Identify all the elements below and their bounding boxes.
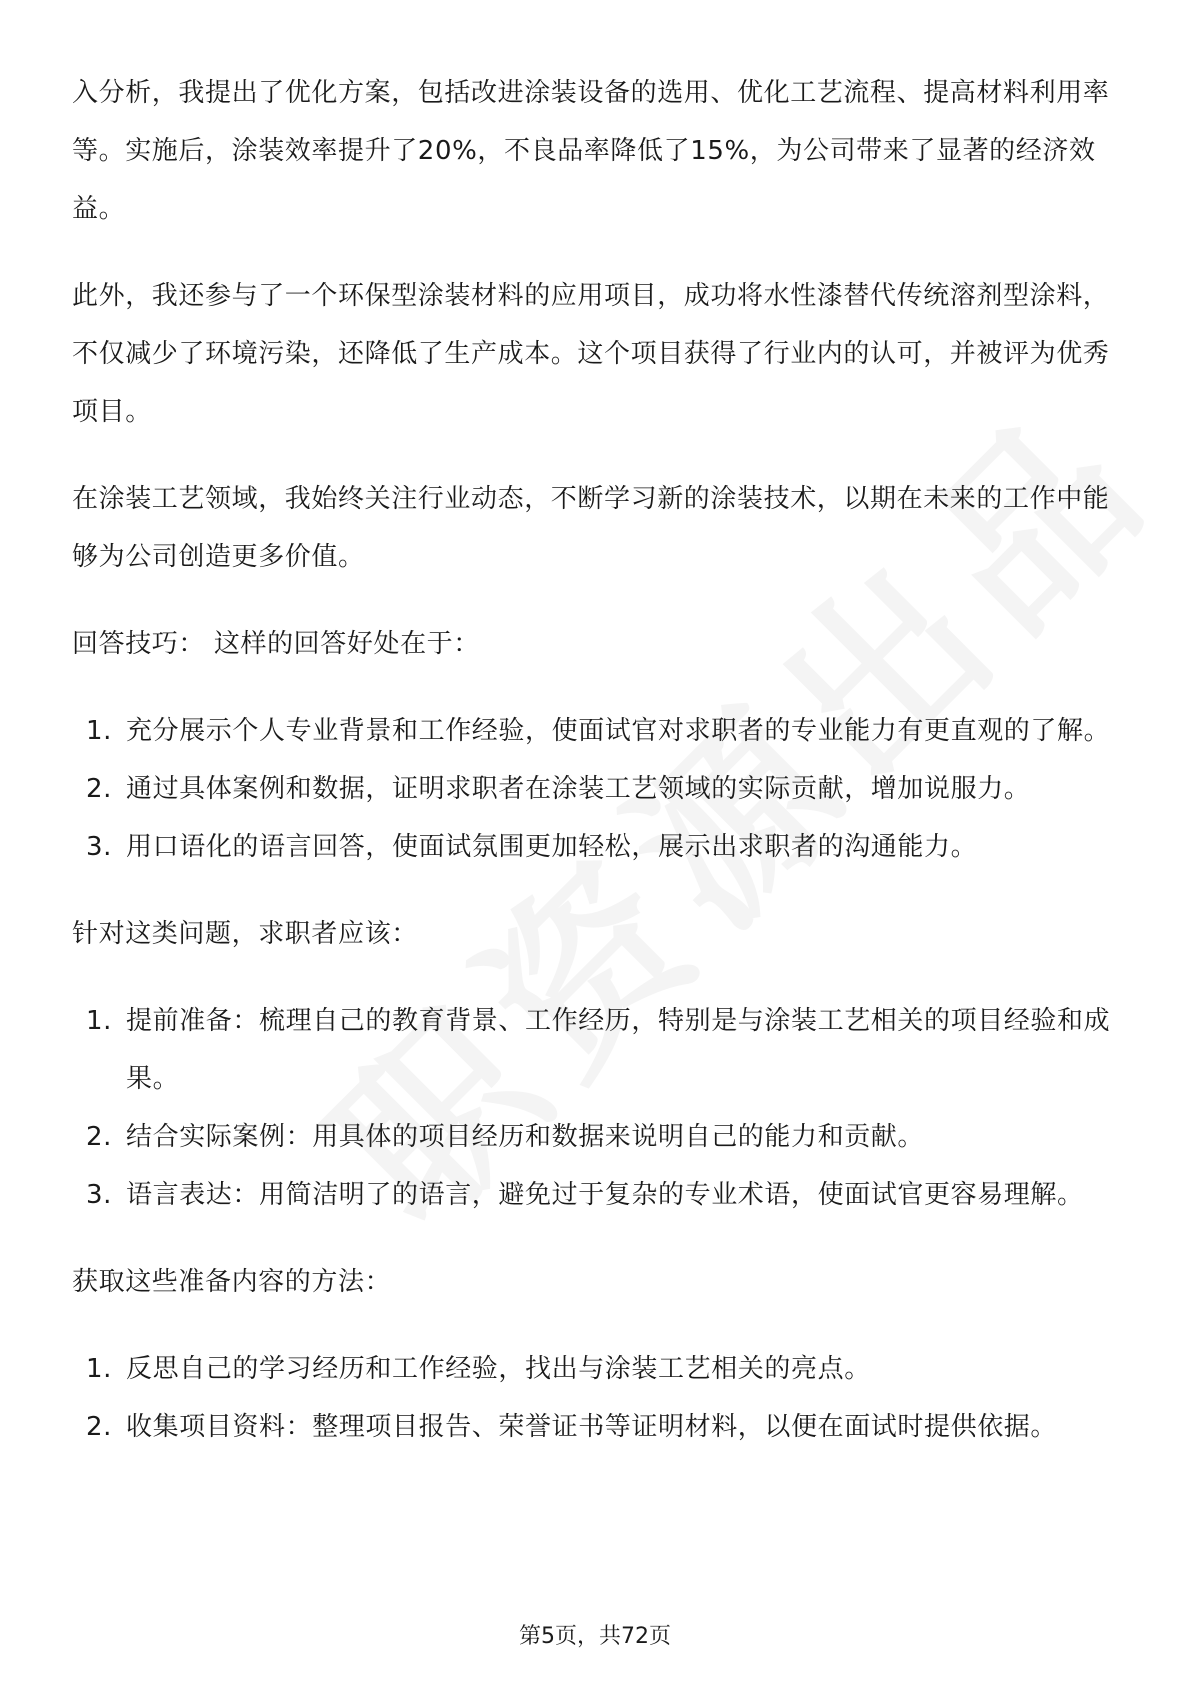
list-item [72, 1108, 1118, 1166]
method-list [72, 1340, 1118, 1456]
document-body [72, 64, 1118, 1485]
list-item [72, 1398, 1118, 1456]
should-heading: 针对这类问题，求职者应该： [72, 919, 418, 949]
list-number: 3. [86, 832, 113, 862]
list-number: 3. [86, 1180, 113, 1210]
tips-heading: 回答技巧： 这样的回答好处在于： [72, 629, 480, 659]
list-item-text: 提前准备：梳理自己的教育背景、工作经历，特别是与涂装工艺相关的项目经验和成果。 [126, 1006, 1111, 1094]
list-number: 1. [86, 716, 113, 746]
should-list [72, 992, 1118, 1224]
list-item [72, 760, 1118, 818]
tips-list [72, 702, 1118, 876]
list-number: 2. [86, 774, 113, 804]
list-item-text: 反思自己的学习经历和工作经验，找出与涂装工艺相关的亮点。 [126, 1354, 871, 1384]
list-item [72, 1340, 1118, 1398]
list-item-text: 结合实际案例：用具体的项目经历和数据来说明自己的能力和贡献。 [126, 1122, 925, 1152]
list-item [72, 818, 1118, 876]
list-item-text: 语言表达：用简洁明了的语言，避免过于复杂的专业术语，使面试官更容易理解。 [126, 1180, 1084, 1210]
list-item-text: 充分展示个人专业背景和工作经验，使面试官对求职者的专业能力有更直观的了解。 [126, 716, 1111, 746]
list-number: 1. [86, 1006, 113, 1036]
list-item-text: 收集项目资料：整理项目报告、荣誉证书等证明材料，以便在面试时提供依据。 [126, 1412, 1058, 1442]
list-number: 2. [86, 1122, 113, 1152]
paragraph-optimization: 入分析，我提出了优化方案，包括改进涂装设备的选用、优化工艺流程、提高材料利用率等。实施后，涂装效率提升了20%，不良品率降低了15%，为公司带来了显著的经济效益。 [72, 78, 1110, 224]
paragraph-continuous-learning: 在涂装工艺领域，我始终关注行业动态，不断学习新的涂装技术，以期在未来的工作中能够为公司创造更多价值。 [72, 484, 1110, 572]
list-item [72, 702, 1118, 760]
list-number: 2. [86, 1412, 113, 1442]
list-item-text: 通过具体案例和数据，证明求职者在涂装工艺领域的实际贡献，增加说服力。 [126, 774, 1031, 804]
list-item-text: 用口语化的语言回答，使面试氛围更加轻松，展示出求职者的沟通能力。 [126, 832, 978, 862]
list-item [72, 992, 1118, 1108]
list-number: 1. [86, 1354, 113, 1384]
paragraph-eco-project: 此外，我还参与了一个环保型涂装材料的应用项目，成功将水性漆替代传统溶剂型涂料，不仅减少了环境污染，还降低了生产成本。这个项目获得了行业内的认可，并被评为优秀项目。 [72, 281, 1110, 427]
page-number-footer: 第5页，共72页 [519, 1624, 671, 1649]
list-item [72, 1166, 1118, 1224]
method-heading: 获取这些准备内容的方法： [72, 1267, 392, 1297]
